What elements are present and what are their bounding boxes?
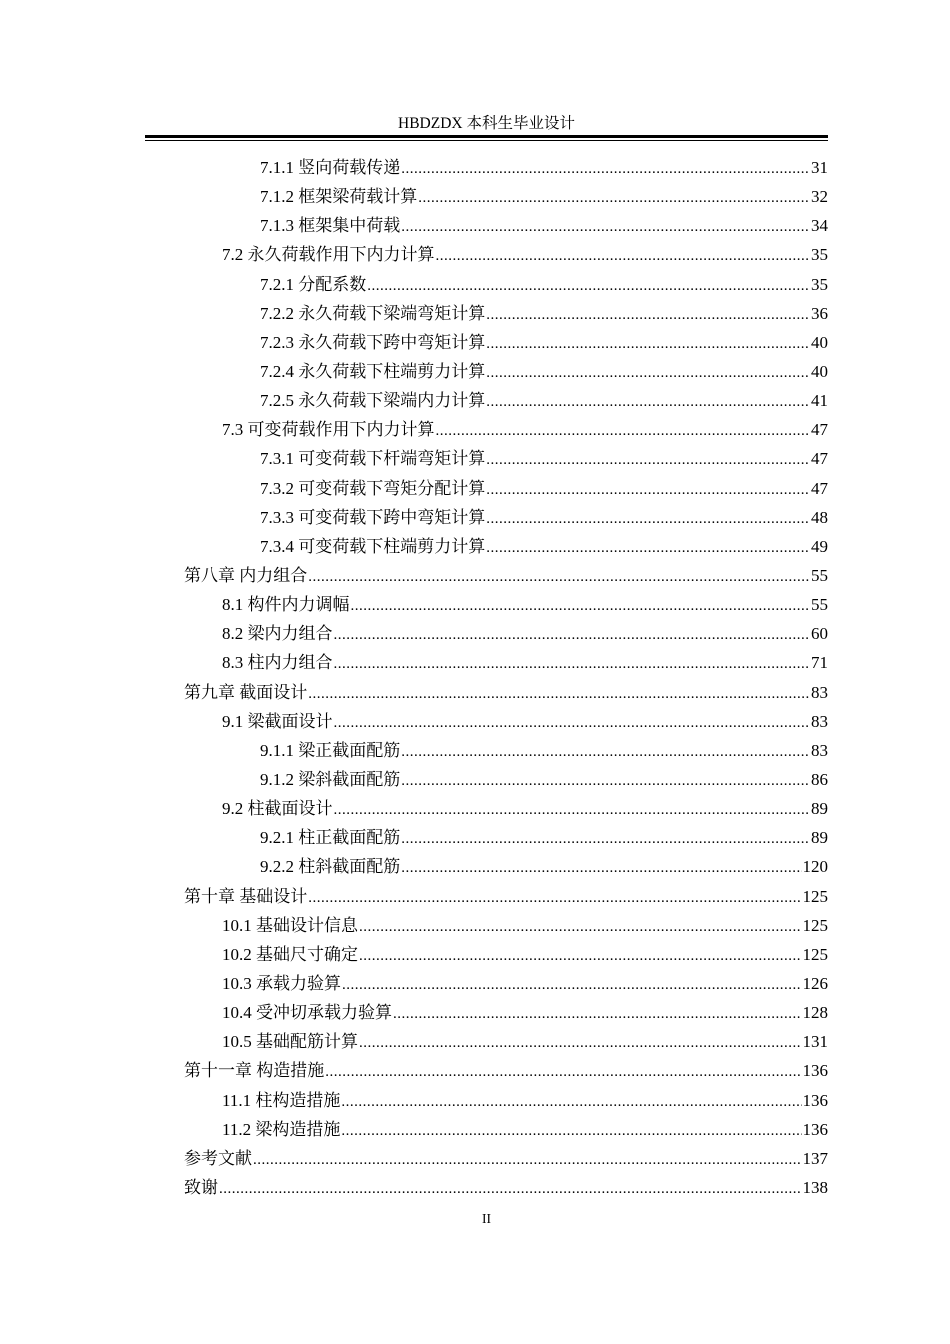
toc-entry[interactable] <box>184 823 828 852</box>
toc-leader-dots <box>334 650 811 679</box>
toc-leader-dots <box>393 1000 802 1029</box>
toc-entry-page: 31 <box>811 158 828 177</box>
toc-entry-title: 8.2 梁内力组合 <box>222 624 333 644</box>
toc-entry-title: 10.3 承载力验算 <box>222 973 341 993</box>
toc-leader-dots <box>401 155 810 184</box>
toc-entry-page: 32 <box>811 187 828 207</box>
toc-entry[interactable] <box>184 386 828 415</box>
toc-leader-dots <box>367 272 810 301</box>
toc-entry[interactable] <box>184 678 828 707</box>
toc-leader-dots <box>341 1117 801 1146</box>
toc-entry[interactable] <box>184 1115 828 1144</box>
toc-entry[interactable] <box>184 532 828 561</box>
toc-entry-title: 10.5 基础配筋计算 <box>222 1032 358 1052</box>
toc-entry-page: 47 <box>811 478 828 498</box>
toc-entry[interactable] <box>184 998 828 1027</box>
toc-entry-page: 83 <box>811 682 828 702</box>
toc-entry-title: 7.2 永久荷载作用下内力计算 <box>222 245 435 265</box>
toc-entry-title: 9.1.1 梁正截面配筋 <box>260 740 401 760</box>
toc-entry-page: 125 <box>802 915 828 935</box>
toc-entry-page: 120 <box>802 857 828 877</box>
toc-entry-title: 7.3.2 可变荷载下弯矩分配计算 <box>260 478 486 498</box>
toc-leader-dots <box>401 767 810 796</box>
toc-entry[interactable] <box>184 648 828 677</box>
toc-entry-title: 11.2 梁构造措施 <box>222 1119 341 1139</box>
toc-entry[interactable] <box>184 736 828 765</box>
toc-entry-title: 致谢 <box>184 1177 218 1197</box>
toc-leader-dots <box>486 301 810 330</box>
toc-entry-page: 138 <box>802 1177 828 1197</box>
toc-leader-dots <box>436 242 811 271</box>
toc-entry-page: 131 <box>802 1032 828 1052</box>
toc-entry-title: 8.3 柱内力组合 <box>222 653 333 673</box>
toc-entry-title: 10.2 基础尺寸确定 <box>222 944 358 964</box>
toc-entry-page: 89 <box>811 828 828 848</box>
toc-leader-dots <box>486 476 810 505</box>
toc-entry[interactable] <box>184 444 828 473</box>
toc-entry-page: 125 <box>802 886 828 906</box>
toc-entry[interactable] <box>184 1027 828 1056</box>
toc-leader-dots <box>401 738 810 767</box>
toc-entry[interactable] <box>184 882 828 911</box>
toc-entry-page: 136 <box>802 1090 828 1110</box>
toc-leader-dots <box>334 709 811 738</box>
toc-entry[interactable] <box>184 1173 828 1202</box>
toc-entry-title: 7.1.1 竖向荷载传递 <box>260 158 401 177</box>
toc-entry[interactable] <box>184 328 828 357</box>
toc-leader-dots <box>401 854 801 883</box>
toc-entry[interactable] <box>184 153 828 182</box>
toc-entry-title: 10.4 受冲切承载力验算 <box>222 1003 392 1023</box>
toc-leader-dots <box>253 1146 802 1175</box>
toc-entry-page: 47 <box>811 449 828 469</box>
toc-leader-dots <box>486 359 810 388</box>
toc-leader-dots <box>325 1058 801 1087</box>
toc-entry-page: 128 <box>802 1003 828 1023</box>
toc-entry-page: 136 <box>802 1119 828 1139</box>
toc-entry-title: 7.2.2 永久荷载下梁端弯矩计算 <box>260 303 486 323</box>
toc-entry-page: 40 <box>811 332 828 352</box>
toc-entry-page: 48 <box>811 507 828 527</box>
header-rule-thin <box>145 140 828 141</box>
toc-leader-dots <box>334 796 811 825</box>
toc-entry-page: 83 <box>811 740 828 760</box>
toc-entry[interactable] <box>184 270 828 299</box>
toc-entry[interactable] <box>184 707 828 736</box>
toc-leader-dots <box>401 825 810 854</box>
toc-entry[interactable] <box>184 561 828 590</box>
toc-entry-title: 第十章 基础设计 <box>184 886 308 906</box>
toc-entry-title: 10.1 基础设计信息 <box>222 915 358 935</box>
toc-entry-title: 9.2.2 柱斜截面配筋 <box>260 857 401 877</box>
toc-entry-title: 7.1.3 框架集中荷载 <box>260 216 401 236</box>
header-rule-thick <box>145 135 828 138</box>
toc-entry[interactable] <box>184 182 828 211</box>
toc-entry-title: 9.1.2 梁斜截面配筋 <box>260 769 401 789</box>
toc-entry-page: 47 <box>811 420 828 440</box>
toc-entry[interactable] <box>184 503 828 532</box>
toc-entry-page: 89 <box>811 799 828 819</box>
toc-entry-title: 11.1 柱构造措施 <box>222 1090 341 1110</box>
page-header: HBDZDX 本科生毕业设计 <box>398 115 575 132</box>
toc-leader-dots <box>351 592 811 621</box>
toc-entry-title: 7.3.1 可变荷载下杆端弯矩计算 <box>260 449 486 469</box>
toc-entry-page: 55 <box>811 565 828 585</box>
toc-entry-title: 参考文献 <box>184 1148 252 1168</box>
toc-entry[interactable] <box>184 1144 828 1173</box>
toc-leader-dots <box>486 330 810 359</box>
page-number: II <box>482 1211 491 1226</box>
toc-entry[interactable] <box>184 1086 828 1115</box>
toc-entry-title: 7.3.4 可变荷载下柱端剪力计算 <box>260 536 486 556</box>
toc-leader-dots <box>359 913 802 942</box>
toc-entry[interactable] <box>184 911 828 940</box>
toc-leader-dots <box>308 884 801 913</box>
toc-leader-dots <box>342 971 802 1000</box>
toc-leader-dots <box>418 184 810 213</box>
toc-entry-title: 第十一章 构造措施 <box>184 1061 325 1081</box>
toc-entry-title: 8.1 构件内力调幅 <box>222 595 350 615</box>
toc-entry-title: 9.2.1 柱正截面配筋 <box>260 828 401 848</box>
toc-entry-page: 49 <box>811 536 828 556</box>
toc-entry-title: 9.1 梁截面设计 <box>222 711 333 731</box>
toc-leader-dots <box>308 680 810 709</box>
toc-entry[interactable] <box>184 619 828 648</box>
toc-entry-title: 7.2.5 永久荷载下梁端内力计算 <box>260 391 486 411</box>
toc-entry-page: 35 <box>811 245 828 265</box>
toc-entry-title: 7.1.2 框架梁荷载计算 <box>260 187 418 207</box>
toc-leader-dots <box>308 563 810 592</box>
toc-entry-page: 41 <box>811 391 828 411</box>
toc-entry-page: 55 <box>811 595 828 615</box>
toc-entry-title: 7.2.1 分配系数 <box>260 274 367 294</box>
toc-entry[interactable] <box>184 765 828 794</box>
toc-entry-title: 7.2.3 永久荷载下跨中弯矩计算 <box>260 332 486 352</box>
toc-entry-page: 83 <box>811 711 828 731</box>
toc-leader-dots <box>219 1175 802 1204</box>
toc-entry-title: 7.3.3 可变荷载下跨中弯矩计算 <box>260 507 486 527</box>
toc-leader-dots <box>486 388 810 417</box>
toc-leader-dots <box>401 213 810 242</box>
toc-entry-page: 36 <box>811 303 828 323</box>
toc-entry[interactable] <box>184 240 828 269</box>
toc-entry-page: 126 <box>802 973 828 993</box>
toc-leader-dots <box>359 942 802 971</box>
toc-entry-title: 7.3 可变荷载作用下内力计算 <box>222 420 435 440</box>
toc-entry-page: 137 <box>802 1148 828 1168</box>
toc-leader-dots <box>486 534 810 563</box>
toc-entry-title: 7.2.4 永久荷载下柱端剪力计算 <box>260 361 486 381</box>
toc-entry-title: 第八章 内力组合 <box>184 565 308 585</box>
toc-entry[interactable] <box>184 415 828 444</box>
toc-entry-page: 71 <box>811 653 828 673</box>
toc-leader-dots <box>486 446 810 475</box>
toc-entry-page: 60 <box>811 624 828 644</box>
toc-entry[interactable] <box>184 590 828 619</box>
toc-entry-page: 34 <box>811 216 828 236</box>
toc-entry-page: 136 <box>802 1061 828 1081</box>
toc-leader-dots <box>341 1088 801 1117</box>
toc-leader-dots <box>436 417 811 446</box>
toc-entry[interactable] <box>184 299 828 328</box>
toc-entry[interactable] <box>184 474 828 503</box>
toc-entry-page: 86 <box>811 769 828 789</box>
toc-entry[interactable] <box>184 357 828 386</box>
table-of-contents <box>184 153 828 1202</box>
toc-entry-page: 40 <box>811 361 828 381</box>
toc-entry[interactable] <box>184 794 828 823</box>
toc-entry[interactable] <box>184 1056 828 1085</box>
toc-entry-title: 第九章 截面设计 <box>184 682 308 702</box>
toc-entry-page: 35 <box>811 274 828 294</box>
toc-leader-dots <box>359 1029 802 1058</box>
toc-entry-title: 9.2 柱截面设计 <box>222 799 333 819</box>
toc-leader-dots <box>486 505 810 534</box>
toc-entry-page: 125 <box>802 944 828 964</box>
toc-leader-dots <box>334 621 811 650</box>
toc-entry[interactable] <box>184 852 828 881</box>
toc-entry[interactable] <box>184 940 828 969</box>
toc-entry[interactable] <box>184 969 828 998</box>
toc-entry[interactable] <box>184 211 828 240</box>
